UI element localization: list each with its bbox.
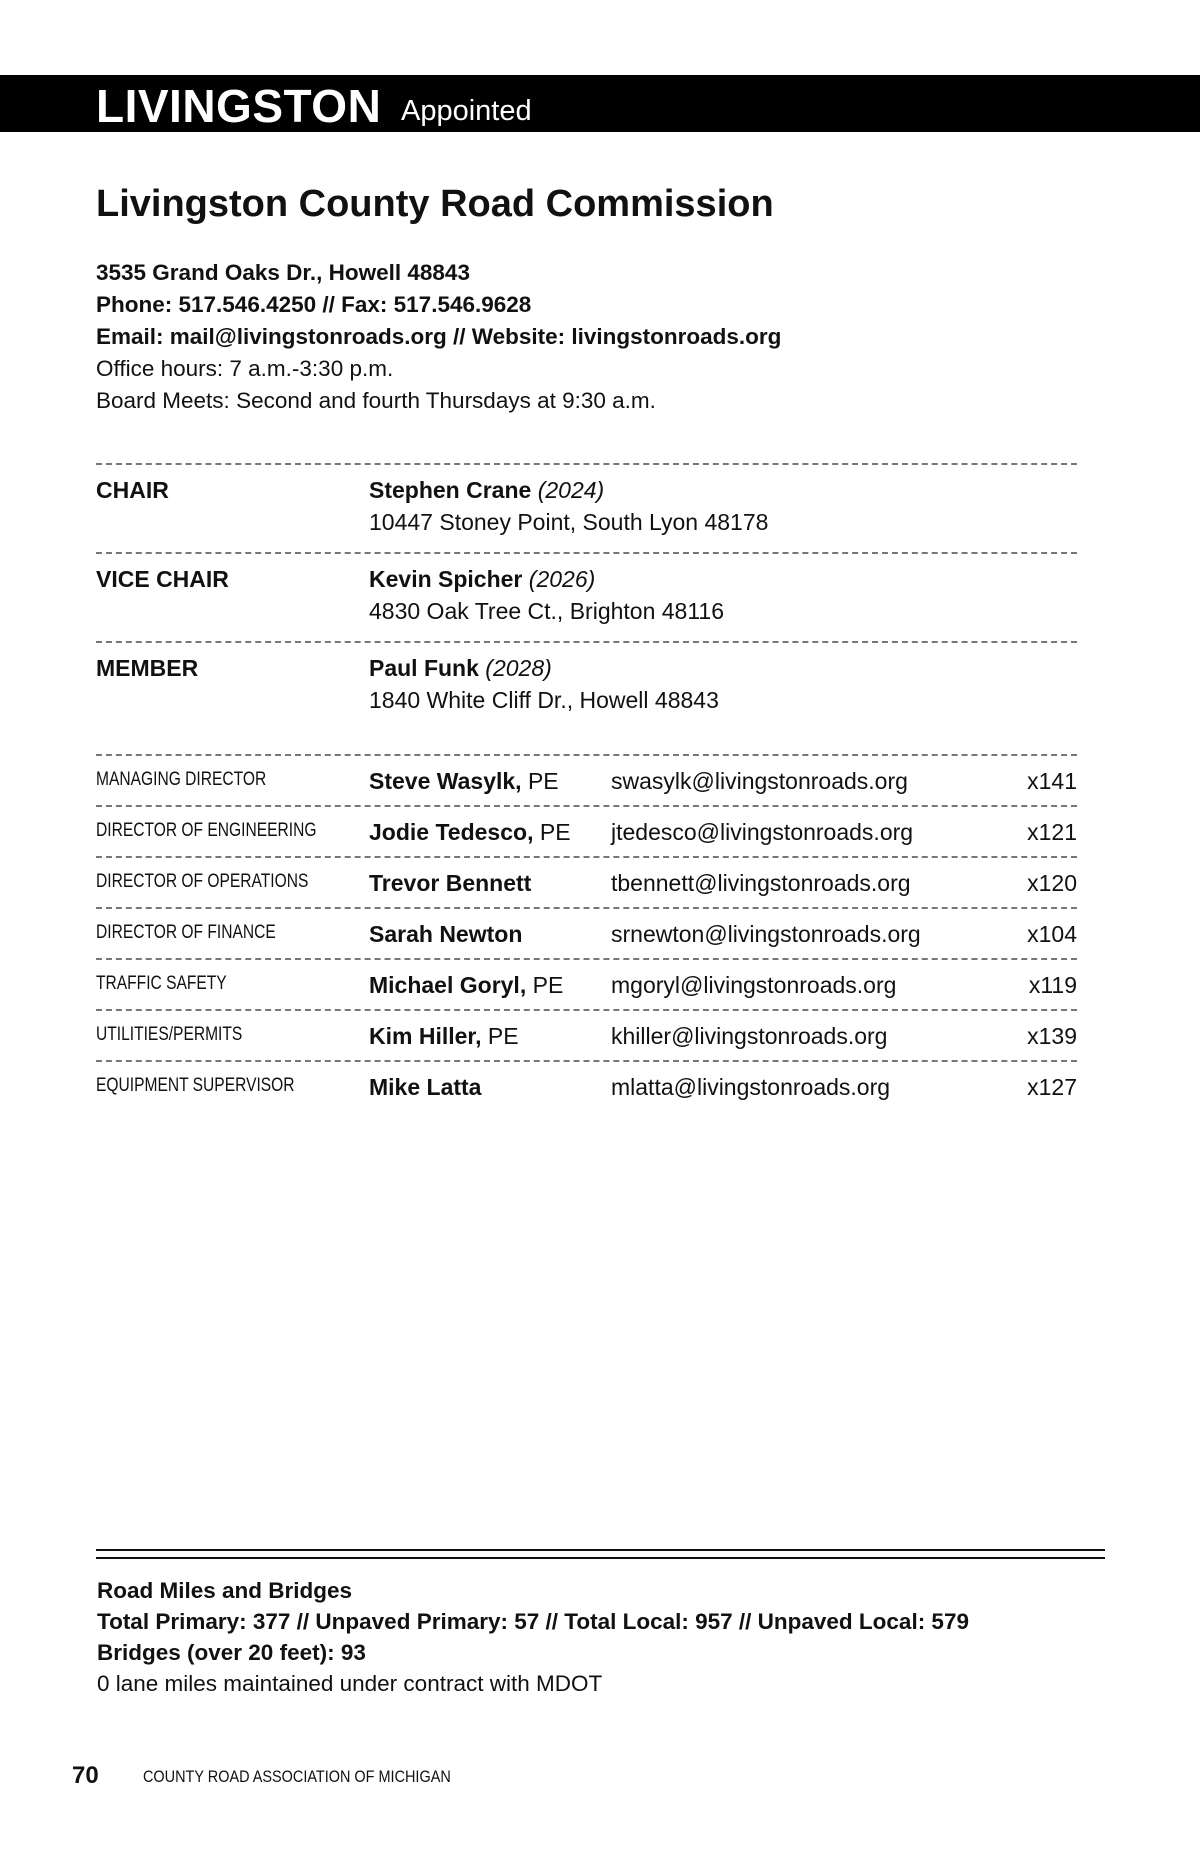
staff-extension: x104: [1027, 921, 1077, 947]
board-member-name: Kevin Spicher: [369, 566, 523, 592]
divider: [96, 641, 1077, 643]
staff-title: DIRECTOR OF OPERATIONS: [96, 871, 309, 892]
board-member: [369, 652, 719, 716]
staff-title: TRAFFIC SAFETY: [96, 973, 227, 994]
agency-phone-fax: Phone: 517.546.4250 // Fax: 517.546.9628: [96, 292, 532, 317]
agency-board-meets: Board Meets: Second and fourth Thursdays at 9:30 a.m.: [96, 388, 656, 413]
board-member-name: Stephen Crane: [369, 477, 532, 503]
staff-title: UTILITIES/PERMITS: [96, 1024, 243, 1045]
staff-credential: PE: [526, 972, 564, 998]
staff-email: tbennett@livingstonroads.org: [611, 870, 911, 896]
divider: [96, 856, 1077, 858]
staff-title: MANAGING DIRECTOR: [96, 769, 267, 790]
staff-name: Trevor Bennett: [369, 870, 532, 896]
board-member: [369, 474, 768, 538]
agency-address: 3535 Grand Oaks Dr., Howell 48843: [96, 260, 470, 285]
staff-email: jtedesco@livingstonroads.org: [611, 819, 914, 845]
divider: [96, 1009, 1077, 1011]
board-member: [369, 563, 724, 627]
county-header-bar: [0, 75, 1200, 132]
board-member-term: (2028): [485, 655, 552, 681]
staff-credential: PE: [521, 768, 559, 794]
board-member-term: (2026): [528, 566, 596, 592]
road-miles-block: [97, 1575, 969, 1699]
staff-email: swasylk@livingstonroads.org: [611, 768, 908, 794]
road-miles-totals: Total Primary: 377 // Unpaved Primary: 57 // Total Local: 957 // Unpaved Local: 579: [97, 1609, 969, 1634]
agency-title: Livingston County Road Commission: [96, 183, 774, 225]
staff-title: DIRECTOR OF FINANCE: [96, 922, 276, 943]
staff-name: Kim Hiller,: [369, 1023, 482, 1049]
divider: [96, 754, 1077, 756]
bridges-count: Bridges (over 20 feet): 93: [97, 1640, 366, 1665]
staff-extension: x120: [1027, 870, 1077, 896]
agency-office-hours: Office hours: 7 a.m.-3:30 p.m.: [96, 356, 394, 381]
staff-credential: PE: [481, 1023, 519, 1049]
staff-extension: x127: [1027, 1074, 1077, 1100]
staff-extension: x139: [1027, 1023, 1077, 1049]
agency-email-website: Email: mail@livingstonroads.org // Website: livingstonroads.org: [96, 324, 782, 349]
board-member-address: 10447 Stoney Point, South Lyon 48178: [369, 509, 769, 535]
staff-name: Steve Wasylk,: [369, 768, 522, 794]
divider: [96, 907, 1077, 909]
staff-extension: x121: [1027, 819, 1077, 845]
board-role: CHAIR: [96, 477, 169, 503]
mdot-contract-note: 0 lane miles maintained under contract with MDOT: [97, 1671, 603, 1696]
board-role: VICE CHAIR: [96, 566, 229, 592]
staff-name: Michael Goryl,: [369, 972, 527, 998]
staff-title: EQUIPMENT SUPERVISOR: [96, 1075, 295, 1096]
staff-title: DIRECTOR OF ENGINEERING: [96, 820, 317, 841]
board-member-address: 4830 Oak Tree Ct., Brighton 48116: [369, 598, 725, 624]
staff-email: mgoryl@livingstonroads.org: [611, 972, 897, 998]
staff-name: Jodie Tedesco,: [369, 819, 534, 845]
agency-contact-block: [96, 257, 781, 417]
section-rule: [96, 1557, 1105, 1559]
section-rule: [96, 1549, 1105, 1551]
board-member-term: (2024): [537, 477, 605, 503]
staff-email: mlatta@livingstonroads.org: [611, 1074, 891, 1100]
staff-credential: PE: [533, 819, 571, 845]
county-name: LIVINGSTON: [96, 80, 382, 132]
footer-publisher: COUNTY ROAD ASSOCIATION OF MICHIGAN: [143, 1767, 451, 1786]
board-role: MEMBER: [96, 655, 199, 681]
road-miles-heading: Road Miles and Bridges: [97, 1578, 353, 1603]
divider: [96, 805, 1077, 807]
divider: [96, 463, 1077, 465]
divider: [96, 958, 1077, 960]
county-type: Appointed: [401, 95, 532, 127]
staff-name: Sarah Newton: [369, 921, 523, 947]
board-member-address: 1840 White Cliff Dr., Howell 48843: [369, 687, 719, 713]
divider: [96, 552, 1077, 554]
staff-email: srnewton@livingstonroads.org: [611, 921, 921, 947]
staff-extension: x141: [1027, 768, 1077, 794]
staff-email: khiller@livingstonroads.org: [611, 1023, 888, 1049]
board-member-name: Paul Funk: [369, 655, 479, 681]
staff-name: Mike Latta: [369, 1074, 482, 1100]
page-number: 70: [72, 1762, 99, 1789]
staff-extension: x119: [1028, 972, 1077, 998]
divider: [96, 1060, 1077, 1062]
